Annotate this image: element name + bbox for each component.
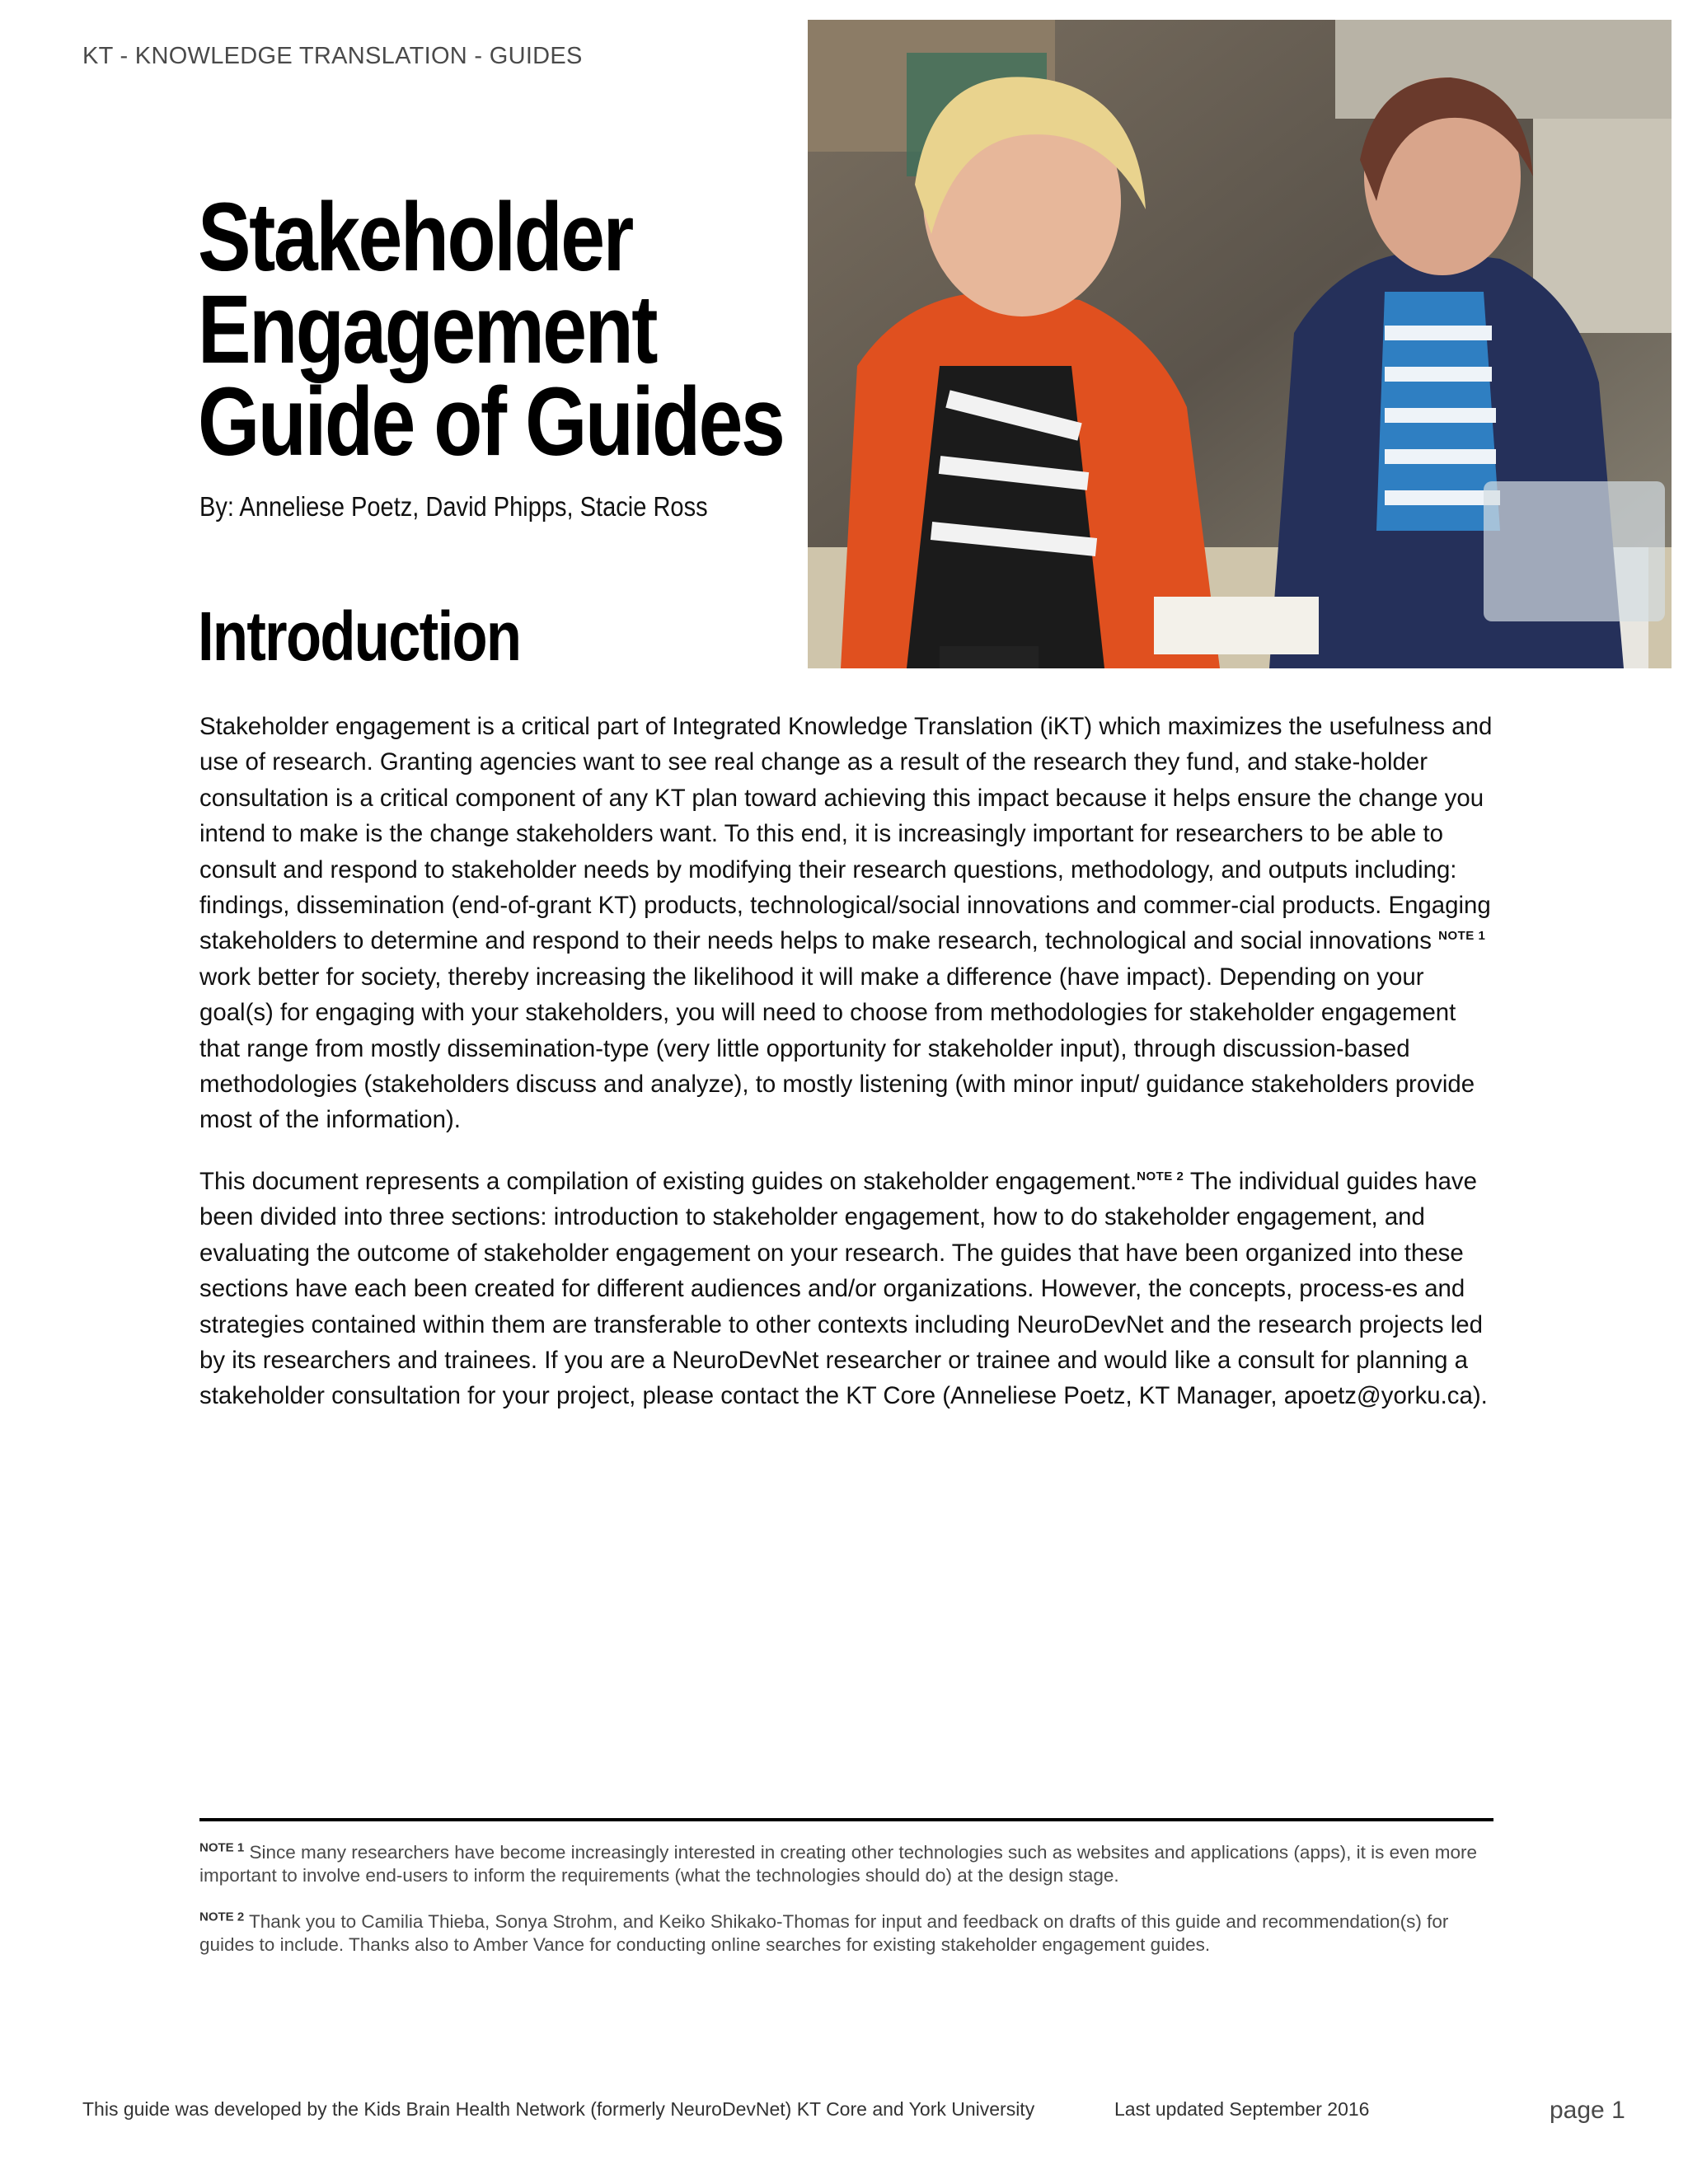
footnote-tag: NOTE 1 bbox=[199, 1840, 245, 1855]
footnote-text: Thank you to Camilia Thieba, Sonya Strohm, and Keiko Shikako-Thomas for input and feedback on drafts of this guide and recommendation(s) for guides to include. Thanks also to Amber Vance for conducting online searches for existing stakeholder engagement guides. bbox=[199, 1911, 1449, 1955]
footnote-divider bbox=[199, 1818, 1493, 1821]
footnote-text: Since many researchers have become increasingly interested in creating other technologies such as websites and applications (apps), it is even more important to involve end-users to inform the requirements (what the technologies should do) at the design stage. bbox=[199, 1842, 1477, 1886]
paragraph-text: work better for society, thereby increasing the likelihood it will make a difference (have impact). Depending on your goal(s) for engaging with your stakeholders, you will need to choose from methodologies for stakeholder engagement that range from mostly dissemination-type (very little opportunity for stakeholder input), through discussion-based methodologies (stakeholders discuss and analyze), to mostly listening (with minor input/ guidance stakeholders provide most of the information). bbox=[199, 963, 1475, 1134]
introduction-paragraph-1 bbox=[199, 709, 1493, 1138]
footer-updated: Last updated September 2016 bbox=[1114, 2098, 1370, 2120]
running-head: KT - KNOWLEDGE TRANSLATION - GUIDES bbox=[82, 43, 583, 69]
footer-credit: This guide was developed by the Kids Brain Health Network (formerly NeuroDevNet) KT Core and York University bbox=[82, 2098, 1035, 2120]
paragraph-text: Stakeholder engagement is a critical part of Integrated Knowledge Translation (iKT) which maximizes the usefulness and use of research. Granting agencies want to see real change as a result of the research they fund, and stake-holder consultation is a critical component of any KT plan toward achieving this impact because it helps ensure the change you intend to make is the change stakeholders want. To this end, it is increasingly important for researchers to be able to consult and respond to stakeholder needs by modifying their research questions, methodology, and outputs including: findings, dissemination (end-of-grant KT) products, technological/social innovations and commer-cial products. Engaging stakeholders to determine and respond to their needs helps to make research, technological and social innovations bbox=[199, 713, 1493, 955]
document-title: Stakeholder Engagement Guide of Guides bbox=[198, 183, 784, 476]
footnote-tag: NOTE 2 bbox=[199, 1910, 245, 1924]
paragraph-text: The individual guides have been divided into three sections: introduction to stakeholder engagement, how to do stakeholder engagement, and evaluating the outcome of stakeholder engagement on your research. The guides that have been organized into these sections have each been created for different audiences and/or organizations. However, the concepts, process-es and strategies contained within them are transferable to other contexts including NeuroDevNet and the research projects led by its researchers and trainees. If you are a NeuroDevNet researcher or trainee and would like a consult for planning a stakeholder consultation for your project, please contact the KT Core (Anneliese Poetz, KT Manager, apoetz@yorku.ca). bbox=[199, 1168, 1488, 1410]
note-2-reference: NOTE 2 bbox=[1137, 1169, 1184, 1184]
introduction-paragraph-2 bbox=[199, 1164, 1493, 1414]
note-1-reference: NOTE 1 bbox=[1438, 929, 1486, 944]
page-number: page 1 bbox=[1550, 2097, 1625, 2124]
paragraph-text: This document represents a compilation of existing guides on stakeholder engagement. bbox=[199, 1168, 1137, 1195]
introduction-heading: Introduction bbox=[198, 598, 521, 675]
cover-photo bbox=[808, 20, 1672, 668]
authors-line: By: Anneliese Poetz, David Phipps, Stacie Ross bbox=[199, 491, 708, 522]
footnote-1 bbox=[199, 1841, 1493, 1887]
footnote-2 bbox=[199, 1910, 1493, 1957]
photo-two-women-at-table-icon bbox=[808, 20, 1672, 668]
